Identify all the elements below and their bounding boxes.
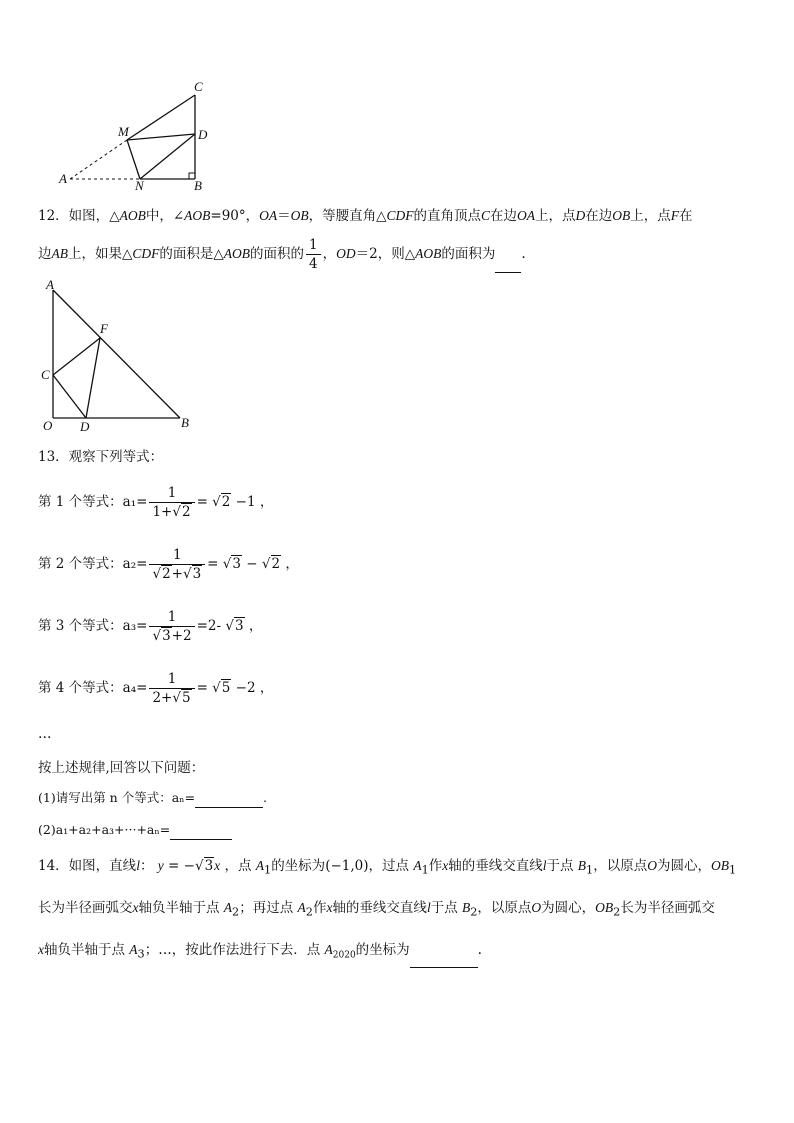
label-a2: A [46, 278, 54, 292]
figure-triangle-aob [38, 278, 198, 433]
fraction-one-quarter: $\frac{1}{4}$ [306, 236, 321, 273]
q14-line2: 长为半径画弧交x轴负半轴于点 $A_2$；再过点 $A_2$作x轴的垂线交直线l于点 $B_2$，以原点O为圆心，$OB_2$长为半径画弧交 [38, 900, 715, 919]
label-d2: D [80, 419, 90, 433]
label-d: D [198, 127, 208, 142]
q13-eq4: 第 4 个等式：a₄= $\frac{1}{2+√5}$ = √5 −2 ， [38, 671, 274, 706]
label-f: F [100, 321, 108, 336]
label-b2: B [181, 415, 189, 430]
q13-rule: 按上述规律,回答以下问题： [38, 760, 205, 776]
q13-title: 13．观察下列等式： [38, 449, 164, 465]
label-c2: C [41, 367, 50, 382]
q14-line1: 14．如图，直线l： y = −√3x ，点 $A_1$的坐标为(−1,0)，过点 $A_1$作x轴的垂线交直线l于点 $B_1$，以原点O为圆心，$OB_1$ [38, 858, 737, 877]
q13-part2: (2)a₁+a₂+a₃+···+aₙ= [38, 820, 232, 840]
q13-eq3: 第 3 个等式：a₃= $\frac{1}{√3+2}$ =2- √3 ， [38, 609, 263, 644]
label-a: A [59, 171, 67, 186]
q13-dots: … [38, 726, 52, 742]
answer-blank-q13-2[interactable] [170, 823, 232, 840]
label-n: N [135, 178, 144, 193]
q13-eq2: 第 2 个等式：a₂= $\frac{1}{√2+√3}$ = √3 − √2 ， [38, 547, 299, 582]
q12-line2: 边AB上，如果△CDF的面积是△AOB的面积的 $\frac{1}{4}$ ，OD＝2，则△AOB的面积为 . [38, 237, 526, 272]
answer-blank-q13-1[interactable] [195, 791, 263, 808]
label-c: C [194, 79, 203, 94]
figure-triangle-acb [55, 78, 215, 193]
q13-eq1: 第 1 个等式：a₁= $\frac{1}{1+√2}$ = √2 −1 ， [38, 485, 274, 520]
label-m: M [118, 124, 129, 139]
label-b: B [194, 178, 202, 193]
answer-blank-q14[interactable] [410, 949, 478, 968]
q14-line3: x轴负半轴于点 $A_3$；…，按此作法进行下去．点 $A_{2020}$的坐标为 . [38, 938, 482, 968]
answer-blank-q12[interactable] [495, 252, 521, 273]
label-o: O [43, 418, 53, 433]
q12-line1: 12．如图，△AOB中，∠AOB=90°，OA＝OB，等腰直角△CDF的直角顶点C在边OA上，点D在边OB上，点F在 [38, 208, 693, 224]
q13-part1: (1)请写出第 n 个等式：aₙ= . [38, 788, 267, 808]
